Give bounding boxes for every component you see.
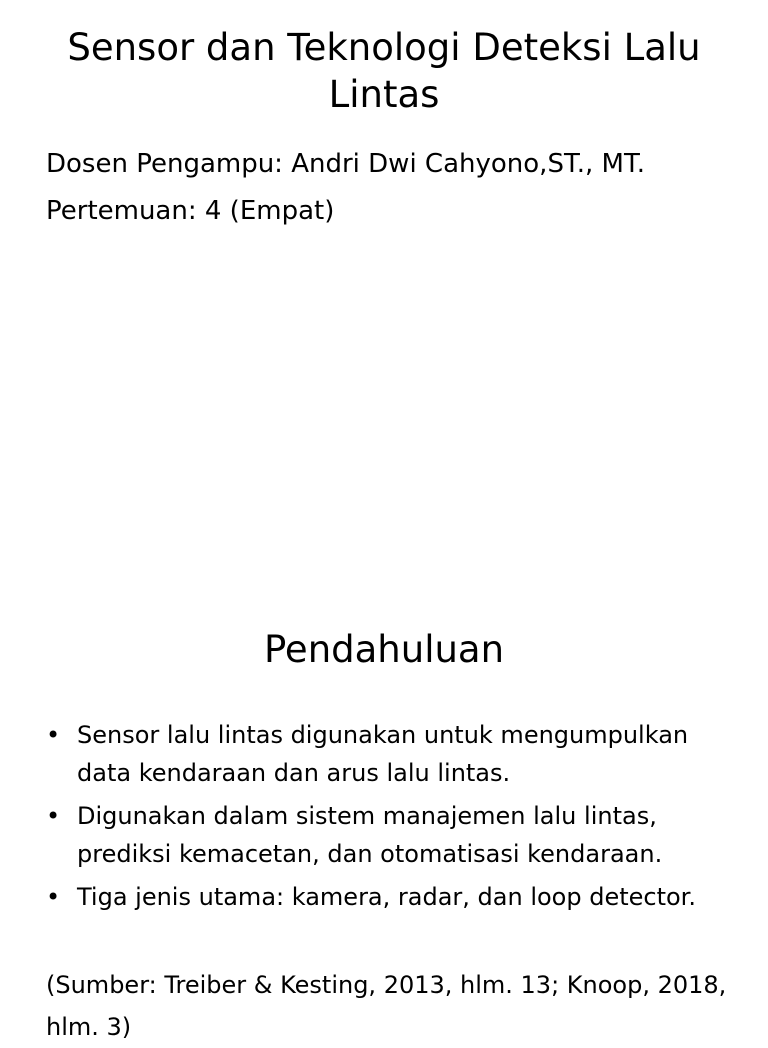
bullet-text: Sensor lalu lintas digunakan untuk mengumpulkan data kendaraan dan arus lalu lintas. xyxy=(77,721,689,787)
bullet-dot-icon: • xyxy=(46,883,61,911)
bullet-item xyxy=(46,797,736,873)
slide-subtitle xyxy=(46,141,736,235)
bullet-list xyxy=(46,716,736,921)
bullet-item xyxy=(46,716,736,792)
slide-title: Sensor dan Teknologi Deteksi Lalu Lintas xyxy=(67,26,701,116)
bullet-item xyxy=(46,878,736,916)
bullet-dot-icon: • xyxy=(46,802,61,830)
lecturer-line: Dosen Pengampu: Andri Dwi Cahyono,ST., MT. xyxy=(46,149,646,179)
bullet-dot-icon: • xyxy=(46,721,61,749)
bullet-text: Digunakan dalam sistem manajemen lalu lintas, prediksi kemacetan, dan otomatisasi kendaraan. xyxy=(77,802,663,868)
bullet-text: Tiga jenis utama: kamera, radar, dan loop detector. xyxy=(77,883,696,911)
section-title: Pendahuluan xyxy=(263,628,505,671)
meeting-line: Pertemuan: 4 (Empat) xyxy=(46,196,335,226)
source-citation: (Sumber: Treiber & Kesting, 2013, hlm. 13; Knoop, 2018, hlm. 3) xyxy=(46,971,727,1041)
